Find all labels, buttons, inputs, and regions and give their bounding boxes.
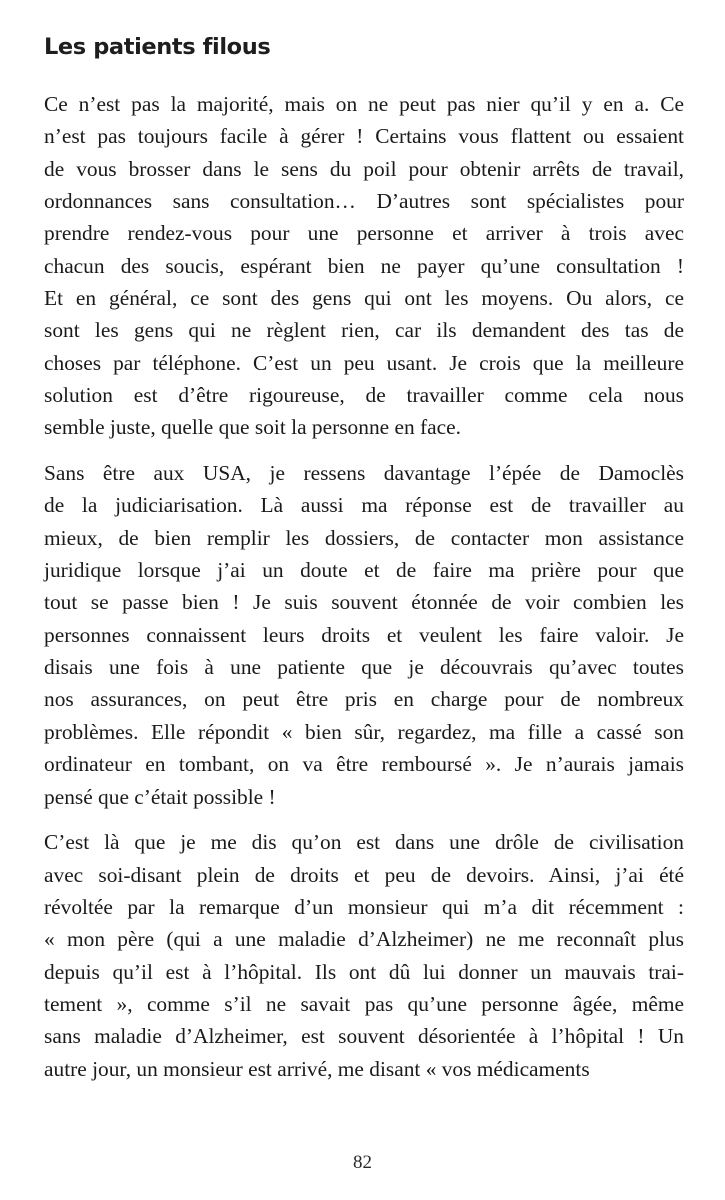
paragraph bbox=[44, 88, 684, 444]
text-line: choses par téléphone. C’est un peu usant. Je crois que la meilleure bbox=[44, 350, 684, 375]
text-line: ordinateur en tombant, on va être remboursé ». Je n’aurais jamais bbox=[44, 752, 684, 777]
text-line: Et en général, ce sont des gens qui ont les moyens. Ou alors, ce bbox=[44, 286, 684, 311]
text-line: juridique lorsque j’ai un doute et de faire ma prière pour que bbox=[44, 558, 684, 583]
text-line: problèmes. Elle répondit « bien sûr, regardez, ma fille a cassé son bbox=[44, 719, 684, 744]
text-line: tement », comme s’il ne savait pas qu’une personne âgée, même bbox=[44, 991, 684, 1016]
text-line: sans maladie d’Alzheimer, est souvent désorientée à l’hôpital ! Un bbox=[44, 1024, 684, 1049]
text-line: personnes connaissent leurs droits et veulent les faire valoir. Je bbox=[44, 622, 684, 647]
text-line: autre jour, un monsieur est arrivé, me disant « vos médicaments bbox=[44, 1056, 590, 1081]
paragraph bbox=[44, 826, 684, 1085]
text-line: de vous brosser dans le sens du poil pour obtenir arrêts de travail, bbox=[44, 156, 684, 181]
text-line: solution est d’être rigoureuse, de travailler comme cela nous bbox=[44, 383, 684, 408]
text-line: ordonnances sans consultation… D’autres sont spécialistes pour bbox=[44, 189, 684, 214]
text-line: Ce n’est pas la majorité, mais on ne peut pas nier qu’il y en a. Ce bbox=[44, 92, 684, 116]
text-line: chacun des soucis, espérant bien ne payer qu’une consultation ! bbox=[44, 253, 684, 278]
text-line: « mon père (qui a une maladie d’Alzheimer) ne me reconnaît plus bbox=[44, 927, 684, 952]
text-line: sont les gens qui ne règlent rien, car ils demandent des tas de bbox=[44, 318, 684, 343]
text-line: avec soi-disant plein de droits et peu de devoirs. Ainsi, j’ai été bbox=[44, 862, 684, 887]
body-text bbox=[44, 88, 684, 1098]
text-line: semble juste, quelle que soit la personne en face. bbox=[44, 415, 461, 440]
text-line: prendre rendez-vous pour une personne et arriver à trois avec bbox=[44, 221, 684, 246]
text-line: pensé que c’était possible ! bbox=[44, 784, 276, 809]
text-line: de la judiciarisation. Là aussi ma réponse est de travailler au bbox=[44, 493, 684, 518]
text-line: C’est là que je me dis qu’on est dans une drôle de civilisation bbox=[44, 830, 684, 855]
text-line: n’est pas toujours facile à gérer ! Certains vous flattent ou essaient bbox=[44, 124, 684, 149]
text-line: mieux, de bien remplir les dossiers, de contacter mon assistance bbox=[44, 525, 684, 550]
section-heading: Les patients filous bbox=[44, 34, 271, 60]
text-line: révoltée par la remarque d’un monsieur qui m’a dit récemment : bbox=[44, 894, 684, 919]
paragraph bbox=[44, 457, 684, 813]
text-line: disais une fois à une patiente que je découvrais qu’avec toutes bbox=[44, 655, 684, 680]
text-line: Sans être aux USA, je ressens davantage l’épée de Damoclès bbox=[44, 461, 684, 486]
page-number: 82 bbox=[353, 1152, 372, 1173]
text-line: tout se passe bien ! Je suis souvent étonnée de voir combien les bbox=[44, 590, 684, 615]
text-line: nos assurances, on peut être pris en charge pour de nombreux bbox=[44, 687, 684, 712]
text-line: depuis qu’il est à l’hôpital. Ils ont dû lui donner un mauvais trai- bbox=[44, 959, 684, 984]
